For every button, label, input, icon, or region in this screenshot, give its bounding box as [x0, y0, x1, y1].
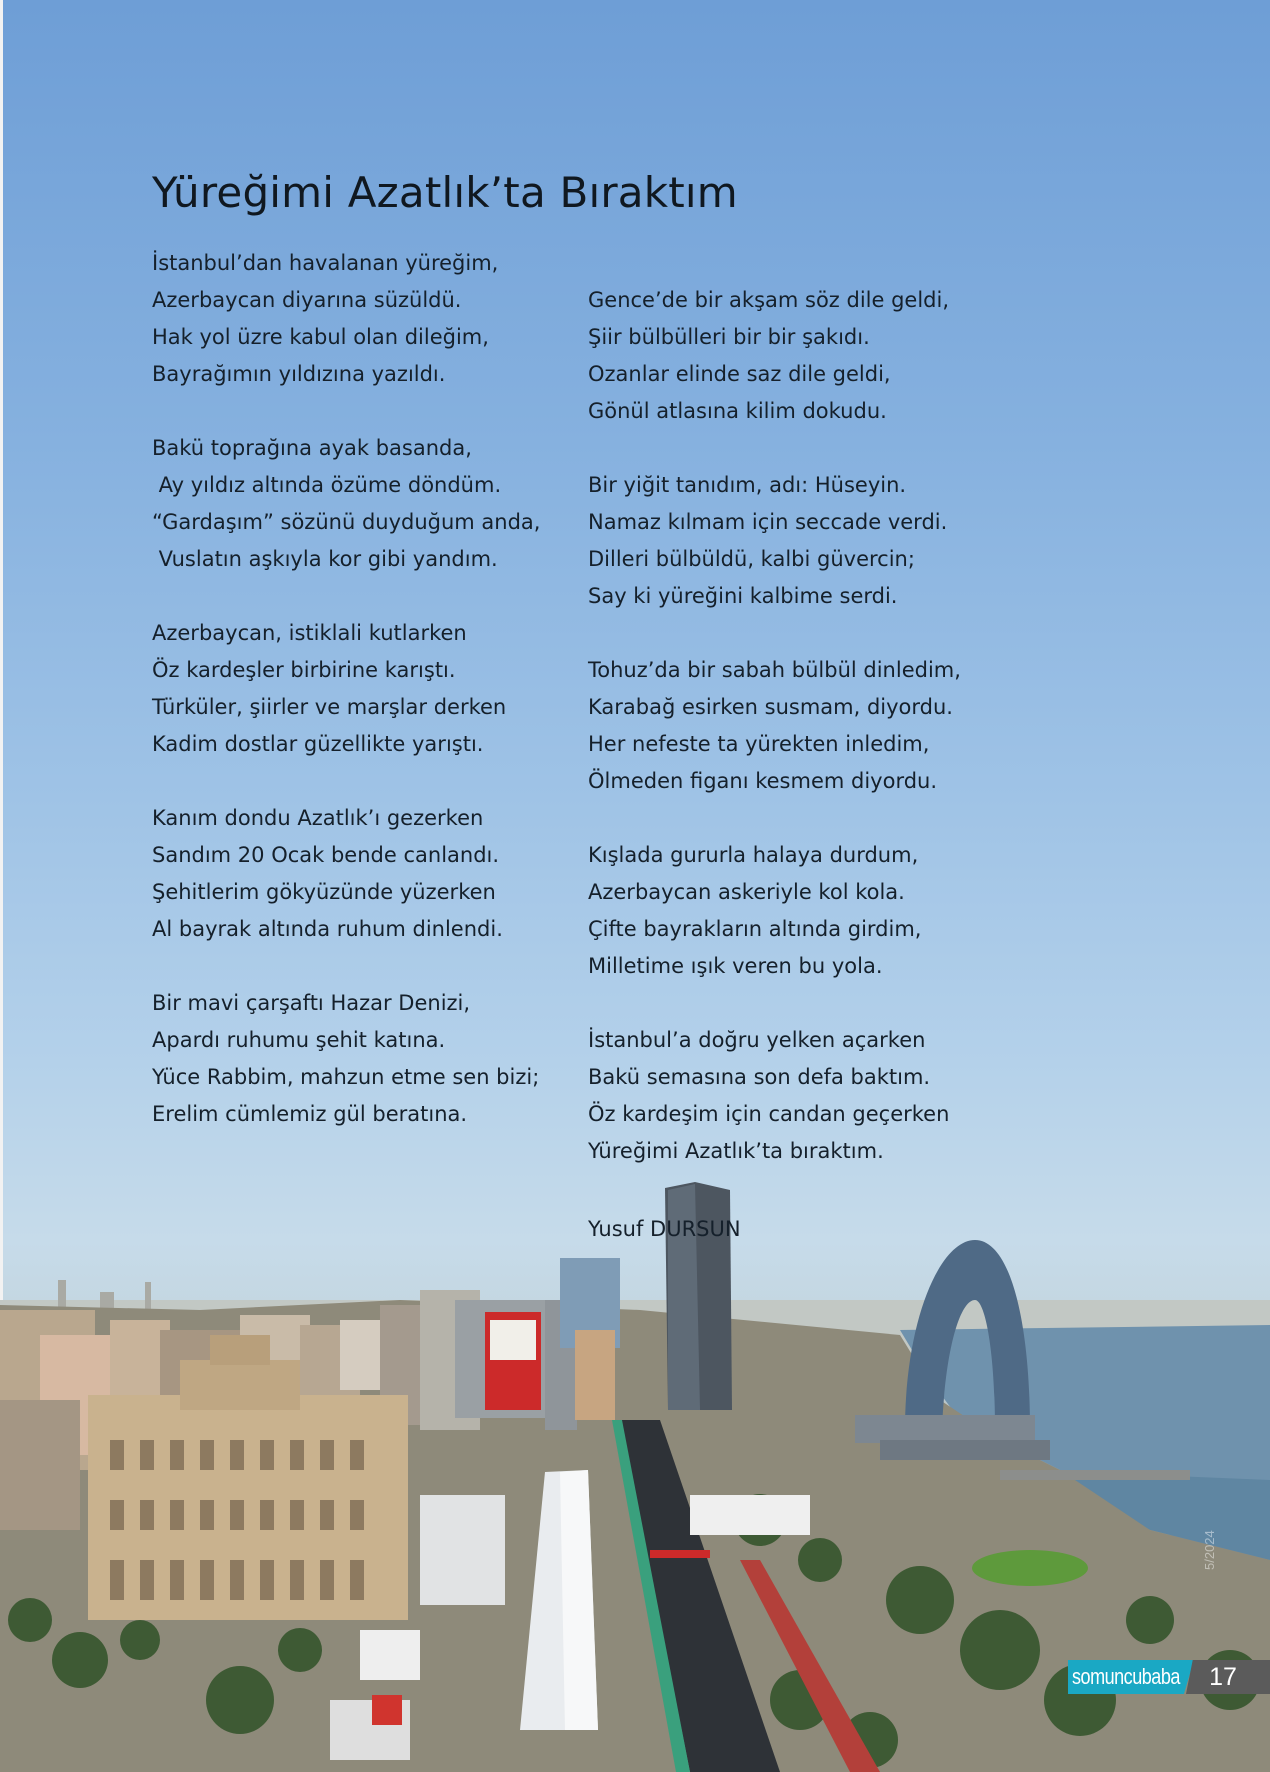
- verse-line: Gence’de bir akşam söz dile geldi,: [588, 288, 950, 312]
- verse-line: Kadim dostlar güzellikte yarıştı.: [152, 732, 484, 756]
- verse-line: Yüreğimi Azatlık’ta bıraktım.: [588, 1139, 884, 1163]
- verse-line: Apardı ruhumu şehit katına.: [152, 1028, 446, 1052]
- grandstand-roof: [690, 1495, 810, 1535]
- stanza: [152, 615, 572, 763]
- poem-right-column: [588, 282, 1008, 1207]
- verse-line: Öz kardeşler birbirine karıştı.: [152, 658, 456, 682]
- park-lawn: [972, 1550, 1088, 1586]
- verse-line: Namaz kılmam için seccade verdi.: [588, 510, 948, 534]
- verse-line: Yüce Rabbim, mahzun etme sen bizi;: [152, 1065, 540, 1089]
- poem-author: Yusuf DURSUN: [588, 1217, 741, 1241]
- poem-left-column: [152, 245, 572, 1170]
- stanza: [152, 985, 572, 1133]
- verse-line: Azerbaycan diyarına süzüldü.: [152, 288, 462, 312]
- poem-title: Yüreğimi Azatlık’ta Bıraktım: [152, 168, 738, 217]
- verse-line: Ozanlar elinde saz dile geldi,: [588, 362, 891, 386]
- verse-line: Bakü semasına son defa baktım.: [588, 1065, 931, 1089]
- stanza: [588, 467, 1008, 615]
- page-number: 17: [1209, 1663, 1237, 1691]
- pier: [1000, 1470, 1190, 1480]
- stanza: [588, 837, 1008, 985]
- verse-line: Bir yiğit tanıdım, adı: Hüseyin.: [588, 473, 907, 497]
- verse-line: Karabağ esirken susmam, diyordu.: [588, 695, 953, 719]
- verse-line: Bakü toprağına ayak basanda,: [152, 436, 472, 460]
- verse-line: Say ki yüreğini kalbime serdi.: [588, 584, 898, 608]
- verse-line: Dilleri bülbüldü, kalbi güvercin;: [588, 547, 915, 571]
- verse-line: Bayrağımın yıldızına yazıldı.: [152, 362, 446, 386]
- verse-line: Her nefeste ta yürekten inledim,: [588, 732, 930, 756]
- verse-line: Al bayrak altında ruhum dinlendi.: [152, 917, 503, 941]
- stanza: [152, 245, 572, 393]
- verse-line: Milletime ışık veren bu yola.: [588, 954, 883, 978]
- issue-mark: 5/2024: [1202, 1530, 1217, 1570]
- verse-line: Gönül atlasına kilim dokudu.: [588, 399, 887, 423]
- verse-line: Erelim cümlemiz gül beratına.: [152, 1102, 468, 1126]
- brand-logo-text: somuncubaba: [1072, 1664, 1180, 1689]
- verse-line: Azerbaycan, istiklali kutlarken: [152, 621, 467, 645]
- verse-line: Şehitlerim gökyüzünde yüzerken: [152, 880, 496, 904]
- verse-line: Bir mavi çarşaftı Hazar Denizi,: [152, 991, 471, 1015]
- verse-line: Türküler, şiirler ve marşlar derken: [152, 695, 507, 719]
- verse-line: “Gardaşım” sözünü duyduğum anda,: [152, 510, 541, 534]
- verse-line: Ay yıldız altında özüme döndüm.: [152, 473, 502, 497]
- verse-line: Hak yol üzre kabul olan dileğim,: [152, 325, 489, 349]
- stanza: [152, 430, 572, 578]
- verse-line: İstanbul’dan havalanan yüreğim,: [152, 251, 499, 275]
- verse-line: İstanbul’a doğru yelken açarken: [588, 1028, 926, 1052]
- verse-line: Şiir bülbülleri bir bir şakıdı.: [588, 325, 870, 349]
- stanza: [588, 282, 1008, 430]
- verse-line: Tohuz’da bir sabah bülbül dinledim,: [588, 658, 961, 682]
- verse-line: Kışlada gururla halaya durdum,: [588, 843, 919, 867]
- verse-line: Vuslatın aşkıyla kor gibi yandım.: [152, 547, 498, 571]
- stanza: [588, 1022, 1008, 1170]
- stanza: [152, 800, 572, 948]
- stanza: [588, 652, 1008, 800]
- verse-line: Sandım 20 Ocak bende canlandı.: [152, 843, 500, 867]
- verse-line: Azerbaycan askeriyle kol kola.: [588, 880, 905, 904]
- verse-line: Çifte bayrakların altında girdim,: [588, 917, 922, 941]
- verse-line: Öz kardeşim için candan geçerken: [588, 1102, 950, 1126]
- verse-line: Kanım dondu Azatlık’ı gezerken: [152, 806, 484, 830]
- verse-line: Ölmeden figanı kesmem diyordu.: [588, 769, 938, 793]
